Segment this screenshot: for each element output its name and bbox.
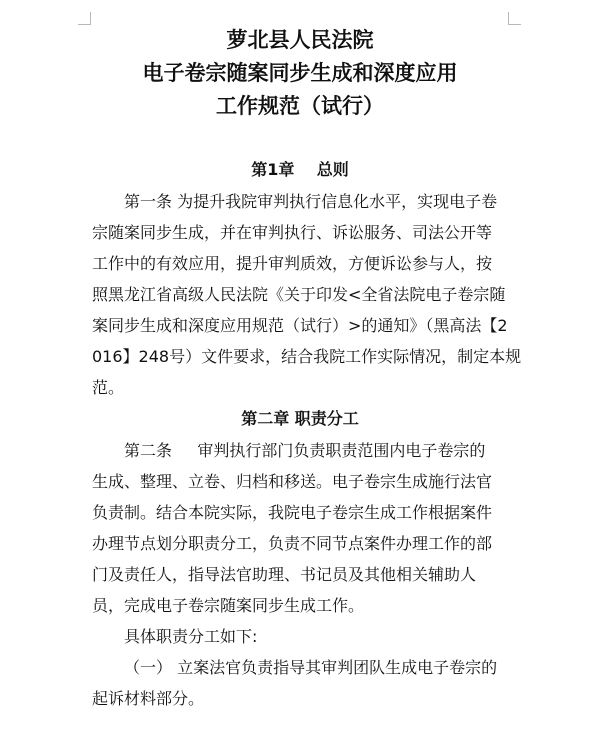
paragraph-line: 负责制。结合本院实际，我院电子卷宗生成工作根据案件	[92, 503, 493, 522]
chapter-2-heading: 第二章 职责分工	[241, 409, 359, 428]
paragraph-line: 照黑龙江省高级人民法院《关于印发<全省法院电子卷宗随	[92, 285, 506, 304]
paragraph-line: 办理节点划分职责分工，负责不同节点案件办理工作的部	[92, 534, 493, 553]
paragraph-line: 第二条 审判执行部门负责职责范围内电子卷宗的	[124, 441, 486, 460]
paragraph-line: 工作中的有效应用，提升审判质效，方便诉讼参与人，按	[92, 254, 493, 273]
paragraph-line: 生成、整理、立卷、归档和移送。电子卷宗生成施行法官	[92, 472, 493, 491]
title-line-1: 萝北县人民法院	[226, 28, 374, 52]
paragraph-line: 门及责任人，指导法官助理、书记员及其他相关辅助人	[92, 565, 477, 584]
paragraph-line: 宗随案同步生成，并在审判执行、诉讼服务、司法公开等	[92, 223, 493, 242]
paragraph-line: 起诉材料部分。	[92, 689, 205, 708]
paragraph-line: 具体职责分工如下:	[124, 627, 258, 646]
paragraph-line: 016】248号）文件要求，结合我院工作实际情况，制定本规	[92, 347, 522, 366]
title-line-3: 工作规范（试行）	[216, 94, 384, 118]
chapter-1-heading: 第1章 总则	[251, 160, 349, 179]
paragraph-line: 员，完成电子卷宗随案同步生成工作。	[92, 596, 365, 615]
paragraph-line: 第一条 为提升我院审判执行信息化水平，实现电子卷	[124, 192, 498, 211]
paragraph-line: 案同步生成和深度应用规范（试行）>的通知》（黑高法【2	[92, 316, 508, 335]
paragraph-line: （一） 立案法官负责指导其审判团队生成电子卷宗的	[124, 658, 498, 677]
document-title	[0, 24, 600, 123]
paragraph-line: 范。	[92, 378, 125, 397]
title-line-2: 电子卷宗随案同步生成和深度应用	[142, 61, 458, 85]
